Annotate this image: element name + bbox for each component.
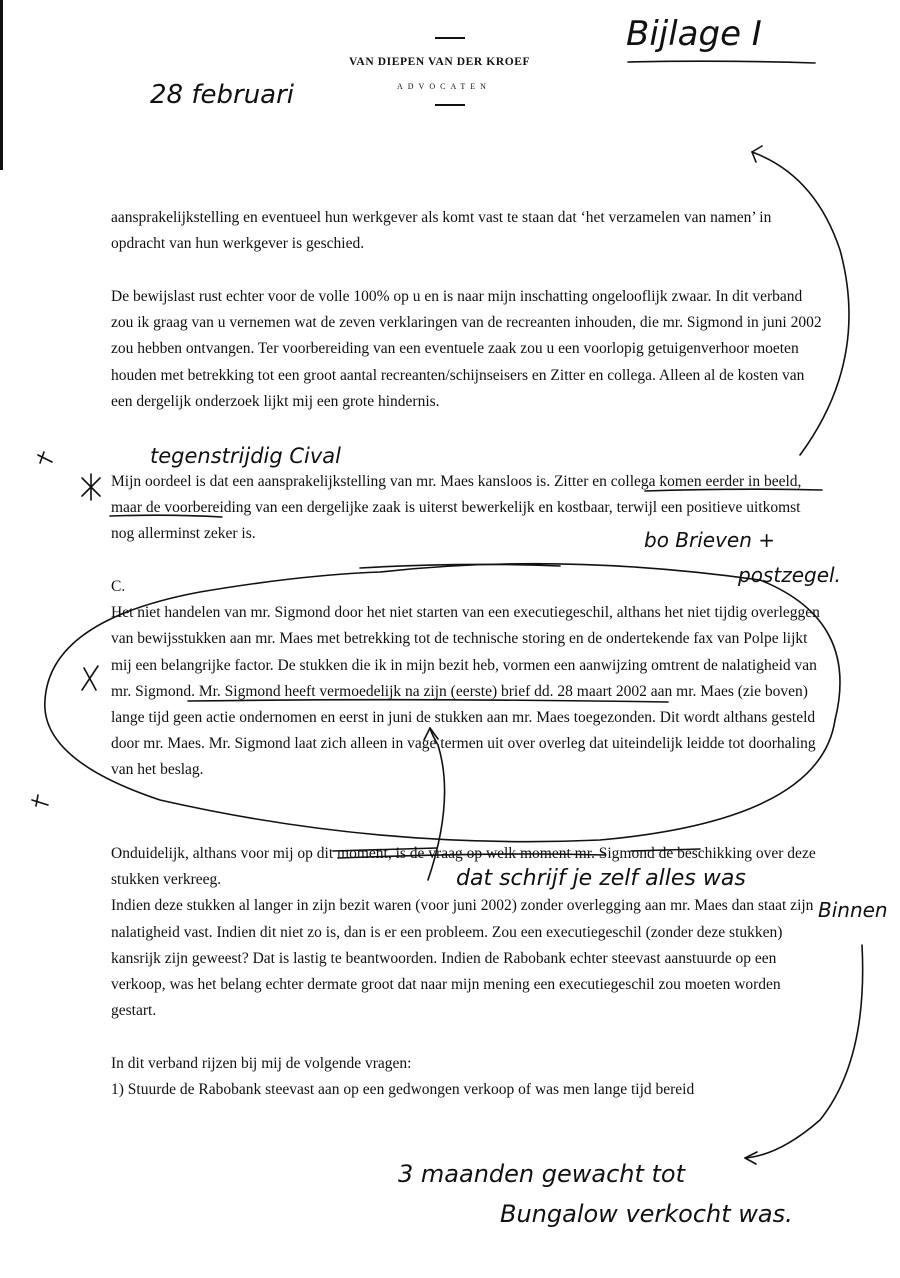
handwritten-tegenstrijdig: tegenstrijdig Cival: [150, 444, 341, 468]
right-arrow-head: [752, 146, 762, 162]
paragraph-1-text: aansprakelijkstelling en eventueel hun werkgever als komt vast te staan dat ‘het verzamelen van namen’ in opdracht van hun werkgever is geschied.: [111, 209, 772, 253]
cross-marker: [82, 666, 98, 690]
firm-subtitle: ADVOCATEN: [397, 82, 491, 91]
dash-line: [360, 564, 560, 568]
paragraph-5b-text: Indien deze stukken al langer in zijn bezit waren (voor juni 2002) zonder overlegging aan mr. Maes dan staat zijn nalatigheid vast. Indien dit niet zo is, dan is er een probleem. Zou een executiegeschil (zonder deze stukken) kansrijk zijn geweest? Dat is lastig te beantwoorden. Indien de Rabobank echter steevast aanstuurde op een verkoop, was het belang echter dermate groot dat naar mijn mening een executiegeschil zou moeten worden gestart.: [111, 897, 814, 1020]
handwritten-dat-schrijf: dat schrijf je zelf alles was: [456, 866, 746, 891]
handwritten-bungalow: Bungalow verkocht was.: [500, 1200, 793, 1228]
letterhead-rule-top: [435, 37, 465, 39]
paragraph-6: [111, 1051, 827, 1103]
handwritten-postzegel: postzegel.: [738, 563, 841, 587]
paragraph-2-text: De bewijslast rust echter voor de volle 100% op u en is naar mijn inschatting ongelooflijk zwaar. In dit verband zou ik graag van u vernemen wat de zeven verklaringen van de recreanten inhouden, die mr. Sigmond in juni 2002 zou hebben ontvangen. Ter voorbereiding van een eventuele zaak zou u een voorlopig getuigenverhoor moeten houden met betrekking tot een groot aantal recreanten/schijnseisers en Zitter en collega. Alleen al de kosten van een dergelijk onderzoek lijkt mij een grote hindernis.: [111, 288, 822, 410]
margin-marker-1: [38, 452, 52, 463]
handwritten-brieven: bo Brieven +: [644, 528, 776, 552]
letterhead-rule-bottom: [435, 104, 465, 106]
firm-name: VAN DIEPEN VAN DER KROEF: [349, 56, 531, 68]
handwritten-date: 28 februari: [150, 80, 295, 110]
paragraph-3-text: Mijn oordeel is dat een aansprakelijkstelling van mr. Maes kansloos is. Zitter en collega komen eerder in beeld, maar de voorbereiding van een dergelijke zaak is uiterst bewerkelijk en kostbaar, terwijl een positieve uitkomst nog allerminst zeker is.: [111, 473, 802, 543]
bottom-arrow-head: [745, 1152, 757, 1164]
paragraph-6a-text: In dit verband rijzen bij mij de volgende vragen:: [111, 1055, 412, 1072]
section-c-heading: C.: [111, 578, 126, 595]
paragraph-5a-text: Onduidelijk, althans voor mij op dit moment, is de vraag op welk moment mr. Sigmond de beschikking over deze stukken verkreeg.: [111, 845, 816, 889]
paragraph-1: [111, 205, 827, 257]
left-margin-bar: [0, 0, 3, 170]
margin-marker-2: [32, 795, 48, 806]
paragraph-4-text: Het niet handelen van mr. Sigmond door het niet starten van een executiegeschil, althans het niet tijdig overleggen van bewijsstukken aan mr. Maes met betrekking tot de technische storing en de ondertekende fax van Polpe lijkt mij een belangrijke factor. De stukken die ik in mijn bezit heb, vormen een aanwijzing omtrent de nalatigheid van mr. Sigmond. Mr. Sigmond heeft vermoedelijk na zijn (eerste) brief dd. 28 maart 2002 aan mr. Maes (zie boven) lange tijd geen actie ondernomen en eerst in juni de stukken aan mr. Maes toegezonden. Dit wordt althans gesteld door mr. Maes. Mr. Sigmond laat zich alleen in vage termen uit over overleg dat uiteindelijk leidde tot doorhaling van het beslag.: [111, 604, 820, 779]
paragraph-6b-text: 1) Stuurde de Rabobank steevast aan op een gedwongen verkoop of was men lange tijd bereid: [111, 1081, 695, 1099]
star-marker: [82, 474, 100, 500]
handwritten-bijlage: Bijlage I: [626, 14, 762, 54]
handwritten-drie-maanden: 3 maanden gewacht tot: [398, 1160, 686, 1188]
bijlage-underline: [628, 61, 815, 63]
section-c: [111, 574, 827, 784]
handwritten-binnen: Binnen: [818, 898, 888, 922]
paragraph-2: [111, 284, 827, 415]
